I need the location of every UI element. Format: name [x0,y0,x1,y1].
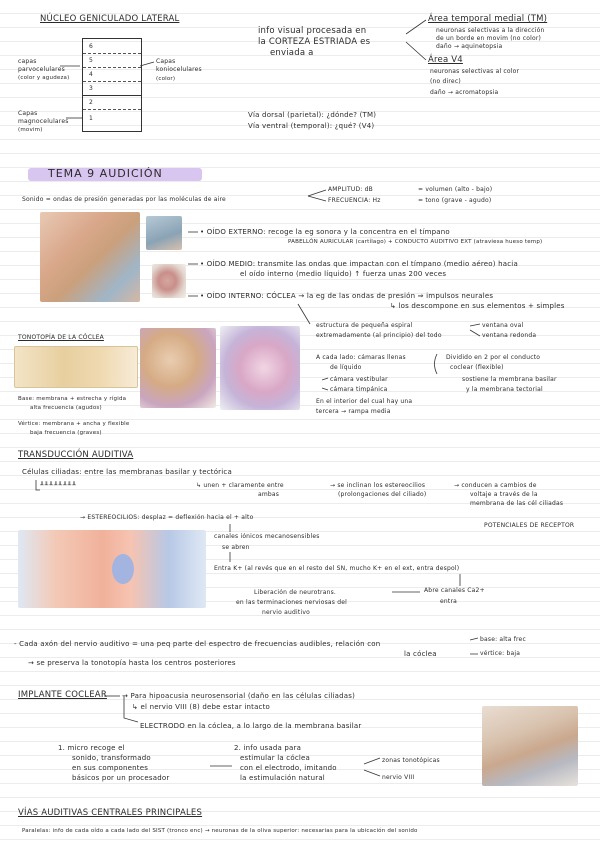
tm-line-1: neuronas selectivas a la dirección [436,27,545,34]
vertice-line-1: Vértice: membrana + ancha y flexible [18,421,130,427]
arrow-frecuencia [308,196,326,201]
arrow-ventanas [470,324,480,336]
lado-2: de líquido [330,364,362,371]
cortex-line-2: la CORTEZA ESTRIADA es [258,37,371,47]
layer-number: 5 [89,57,93,64]
canales-1: canales iónicos mecanosensibles [214,533,320,540]
base-line-2: alta frecuencia (agudos) [30,405,102,411]
axon-line-1: - Cada axón del nervio auditivo = una peq parte del espectro de frecuencias audibles, relación con [14,640,381,648]
oido-medio: • OÍDO MEDIO: transmite las ondas que impactan con el tímpano (medio aéreo) hacia [200,260,518,268]
sostiene-2: y la membrana tectorial [466,386,543,393]
konio-label-1: Capas [156,58,176,65]
implante-line-1: → Para hipoacusia neurosensorial (daño en las células ciliadas) [122,692,356,700]
tonotopia-title: TONOTOPÍA DE LA CÓCLEA [18,334,104,341]
implante-line-2: ↳ el nervio VIII (8) debe estar intacto [132,703,271,711]
magno-label-2: magnocelulares [18,118,69,125]
lado-1: A cada lado: cámaras llenas [316,354,406,361]
layer-number: 2 [89,99,93,106]
conducen-1: → conducen a cambios de [454,482,537,489]
interior-1: En el interior del cual hay una [316,398,413,405]
abre-entra: entra [440,598,457,605]
v4-title: Área V4 [428,55,463,65]
konio-label-2: koniocelulares [156,66,202,73]
micro-1: 1. micro recoge el [58,744,125,752]
base-line-1: Base: membrana + estrecha y rígida [18,396,127,402]
oido-externo-partes: PABELLÓN AURICULAR (cartílago) + CONDUCTO AUDITIVO EXT (atraviesa hueso temp) [288,239,543,245]
arrow-konio [140,62,154,66]
transduccion-title: TRANSDUCCIÓN AUDITIVA [18,450,134,460]
micro-2: sonido, transformado [72,754,151,762]
micro-3: en sus componentes [72,764,149,772]
inclinan-2: (prolongaciones del ciliado) [338,491,427,498]
potenciales-receptor: POTENCIALES DE RECEPTOR [484,522,575,529]
cortex-line-3: enviada a [270,48,314,58]
oido-medio-2: el oído interno (medio líquido) ↑ fuerza unas 200 veces [240,270,447,278]
info-3: con el electrodo, imitando [240,764,337,772]
liberacion-2: en las terminaciones nerviosas del [236,599,347,606]
parvo-label-1: capas [18,58,37,65]
v4-line-2: (no direc) [430,78,461,85]
unen-2: ambas [258,491,280,498]
celulas-ciliadas: Células ciliadas: entre las membranas basilar y tectórica [22,468,232,476]
arrow-base-vertice [470,638,478,654]
v4-line-1: neuronas selectivas al color [430,68,520,75]
nervio-viii: nervio VIII [382,774,415,781]
ventana-oval: ventana oval [482,322,524,329]
coclea-estructura-2: extremadamente (al principio) del todo [316,332,442,339]
layer-number: 1 [89,115,93,122]
dividido-2: coclear (flexible) [450,364,504,371]
layer-number: 6 [89,43,93,50]
micro-4: básicos por un procesador [72,774,170,782]
arrow-tm [406,20,426,34]
dividido-1: Dividido en 2 por el conducto [446,354,541,361]
arrow-amplitud [308,190,326,196]
arrow-electrodo [124,696,138,722]
frecuencia: FRECUENCIA: Hz [328,197,381,204]
liberacion-1: Liberación de neurotrans. [254,589,337,596]
arrow-zonas [364,758,380,776]
info-4: la estimulación natural [240,774,325,782]
tm-title: Área temporal medial (TM) [428,14,548,24]
conducen-2: voltaje a través de la [470,491,538,498]
camara-vestibular: cámara vestibular [330,376,388,383]
camara-timpanica: cámara timpánica [330,386,388,393]
vias-title: VÍAS AUDITIVAS CENTRALES PRINCIPALES [18,808,203,818]
layer-number: 3 [89,85,93,92]
liberacion-3: nervio auditivo [262,609,310,616]
info-2: estimular la cóclea [240,754,311,762]
sostiene-1: sostiene la membrana basilar [462,376,557,383]
parvo-label-3: (color y agudeza) [18,75,70,81]
tm-line-3: daño → aquinetopsia [436,43,503,50]
layer-number: 4 [89,71,93,78]
topic-title: TEMA 9 AUDICIÓN [48,167,163,180]
entra-k: Entra K+ (al revés que en el resto del SN, mucho K+ en el ext, entra despol) [214,565,460,572]
axon-line-2: la cóclea [404,650,437,658]
via-ventral: Vía ventral (temporal): ¿qué? (V4) [248,122,375,130]
arrow-celulas [36,480,40,490]
oido-interno: • OÍDO INTERNO: CÓCLEA → la eg de las ondas de presión ⇒ impulsos neurales [200,292,494,300]
arrow-estructura [298,304,310,324]
oido-interno-2: ↳ los descompone en sus elementos + simples [390,302,565,310]
arrow-camaras [322,378,328,390]
inclinan-1: → se inclinan los estereocilios [330,482,426,489]
parvo-label-2: parvocelulares [18,66,65,73]
amplitud-eq: = volumen (alto - bajo) [418,186,493,193]
unen-1: ↳ unen + claramente entre [196,482,284,489]
cilia-glyph: ╨╨╨╨╨╨╨╨ [40,482,77,489]
vertice-line-2: baja frecuencia (graves) [30,430,102,436]
interior-2: tercera → rampa media [316,408,391,415]
conducen-3: membrana de las cél ciliadas [470,500,564,507]
arrow-v4 [406,42,426,60]
info-1: 2. info usada para [234,744,302,752]
v4-line-3: daño → acromatopsia [430,89,499,96]
brace-dividido [435,354,438,374]
axon-vertice: vértice: baja [480,650,521,657]
nucleo-title: NÚCLEO GENICULADO LATERAL [40,14,180,24]
sonido-def: Sonido = ondas de presión generadas por las moléculas de aire [22,196,226,203]
frecuencia-eq: = tono (grave - agudo) [418,197,492,204]
estereocilios: → ESTEREOCILIOS: desplaz = deflexión hacia el + alto [80,514,254,521]
coclea-estructura-1: estructura de pequeña espiral [316,322,413,329]
implante-line-3: ELECTRODO en la cóclea, a lo largo de la membrana basilar [140,722,362,730]
axon-base: base: alta frec [480,636,526,643]
axon-line-3: → se preserva la tonotopía hasta los centros posteriores [28,659,236,667]
cortex-line-1: info visual procesada en [258,26,367,36]
magno-label-1: Capas [18,110,38,117]
zonas-tonotopicas: zonas tonotópicas [382,757,440,764]
ventana-redonda: ventana redonda [482,332,537,339]
oido-externo: • OÍDO EXTERNO: recoge la eg sonora y la concentra en el tímpano [200,228,450,236]
amplitud: AMPLITUD: dB [328,186,373,193]
magno-label-3: (movim) [18,127,43,133]
implante-title: IMPLANTE COCLEAR [18,690,107,700]
konio-label-3: (color) [156,76,176,82]
tm-line-2: de un borde en movim (no color) [436,35,542,42]
abre-calcio: Abre canales Ca2+ [424,587,485,594]
via-dorsal: Vía dorsal (parietal): ¿dónde? (TM) [248,111,377,119]
vias-line-1: Paralelas: info de cada oído a cada lado del SIST (tronco enc) → neuronas de la oliva superior: necesarias para la ubicación del sonido [22,828,418,834]
canales-2: se abren [222,544,250,551]
